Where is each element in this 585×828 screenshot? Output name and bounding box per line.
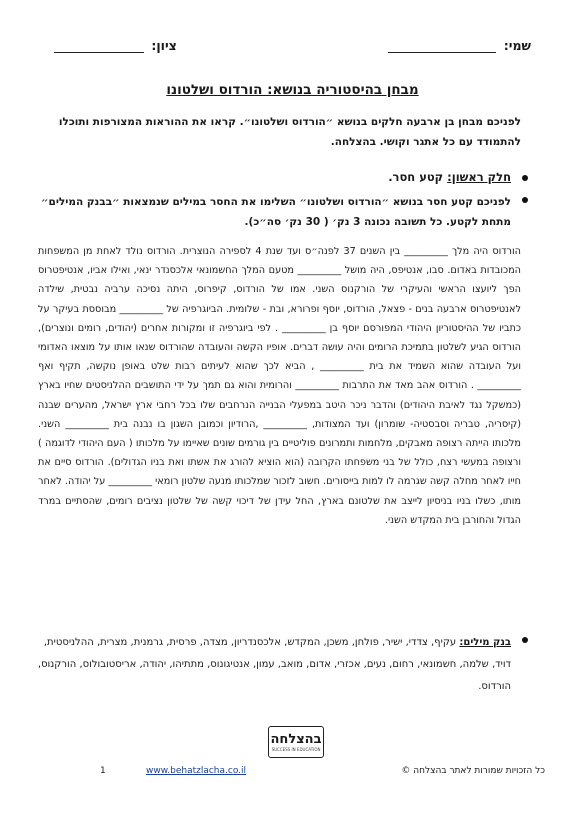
name-label: שמי:	[503, 38, 531, 53]
page-number: 1	[100, 766, 106, 776]
word-bank-words: עקיף, צדדי, ישיר, פולחן, משכן, המקדש, אלכסנדריון, מצדה, פרסית, גרמנית, מצרית, ההלניסטית, דויד, שלמה, חשמונאי, רחום, נעים, אכזרי, אדום, מואב, עמון, אנטיגונוס, מתתיהו, יהודה, אריסטובולוס, הורקנוס, הורדוס.	[37, 637, 511, 692]
logo-subtext: SUCCESS IN EDUCATION	[271, 746, 321, 752]
logo-text: בהצלחה	[270, 731, 322, 747]
grade-field[interactable]	[54, 38, 177, 53]
grade-line[interactable]	[54, 39, 144, 53]
section-heading	[34, 170, 529, 184]
website-link[interactable]: www.behatzlacha.co.il	[146, 766, 247, 776]
behatzlacha-logo	[268, 726, 324, 758]
grade-label: ציון:	[151, 38, 177, 53]
bullet-icon	[520, 170, 529, 179]
word-bank	[34, 632, 529, 698]
instructions-text: לפניכם קטע חסר בנושא ״הורדוס ושלטונו״ השלימו את החסר במילים שנמצאות ״בבנק המילים״ מתחת לקטע. כל תשובה נכונה 3 נק׳ ( 30 נק׳ סה״כ).	[41, 196, 511, 228]
page-title: מבחן בהיסטוריה בנושא: הורדוס ושלטונו	[166, 82, 419, 98]
name-line[interactable]	[388, 39, 496, 53]
word-bank-label: בנק מילים:	[459, 637, 511, 648]
copyright-text: כל הזכויות שמורות לאתר בהצלחה ©	[401, 766, 545, 776]
section-heading-rest: קטע חסר.	[388, 170, 448, 184]
student-fields	[54, 38, 531, 58]
footer	[100, 766, 545, 780]
missing-text-passage: הורדוס היה מלך _________ בין השנים 37 לפנה״ס ועד שנת 4 לספירה הנוצרית. הורדוס נולד לאחת מן המשפחות המכובדות באדום. סבו, אנטיפס, היה מושל _________ מטעם המלך החשמונאי אלכסנדר ינאי, ואילו אביו, אנטיפטרוס הפך ליועצו הראשי והעיקרי של הורקנוס השני. אמו של הורדוס, קיפרוס, היתה נסיכה ערביה נבטית, שילדה לאנטיפטרוס ארבעה בנים - פצאל, הורדוס, יוסף ופרורא, ובת - שלומית. הביוגרפיה של _________ מבוססת בעיקר על כתביו של ההיסטוריון היהודי המפורסם יוסף בן _________ . לפי ביוגרפיה זו ומקורות אחרים (יהודים, רומים ונוצרים), הורדוס הגיע לשלטון בתמיכת הרומים והיה עושה דברים. אופיו הקשה והעובדה שהורדוס שנאו אותו על מוצאו האדומי ועל העובדה שהוא השמיד את בית _________ , הביא לכך שהוא לעיתים רבות שלט באופן נוקשה, תקיף ואף _________ . הורדוס אהב מאד את התרבות _________ והרומית והוא גם תמך על ידי התושבים ההלניסטים שחיו בארץ (כמשקל נגד לאיבת היהודים) והדבר ניכר היטב במפעלי הבנייה הנרחבים שלו בכל רחבי ארץ ישראל, מהערים שבנה (קיסריה, טבריה וסבסטיה- שומרון) ועד המצודות, _________ ,הרודיון וכמובן השגון בו נבנה בית _________ השני. מלכותו הייתה רצופה מאבקים, מלחמות ותמרונים פוליטיים בין גורמים שונים שאיימו על מלכותו ( העם היהודי לדוגמה ) ורצופה במעשי רצח, כולל של בני משפחתו הקרובה (הוא הוציא להורג את אשתו ואת בניו הגדולים). הורדוס סיים את חייו לאחר מחלה קשה שגרמה לו למות בייסורים. חשוב לזכור שמלכותו מנעה שלטון רומאי _________ על יהודה. לאחר מותו, כשלו בניו בניסיון לייצב את שלטונם בארץ, החל עידן של דיכוי קשה של שלטון נציבים רומים, שהסתיים במרד הגדול והחורבן בית המקדש השני.	[38, 246, 521, 526]
bullet-icon	[520, 192, 529, 201]
section-heading-label: חלק ראשון:	[447, 170, 511, 184]
name-field[interactable]	[388, 38, 531, 53]
bullet-icon	[520, 632, 529, 641]
section-instructions	[34, 192, 529, 232]
intro-text: לפניכם מבחן בן ארבעה חלקים בנושא ״הורדוס ושלטונו״. קראו את ההוראות המצורפות ותוכלו להתמודד עם כל אתגר וקושי. בהצלחה.	[58, 116, 521, 148]
